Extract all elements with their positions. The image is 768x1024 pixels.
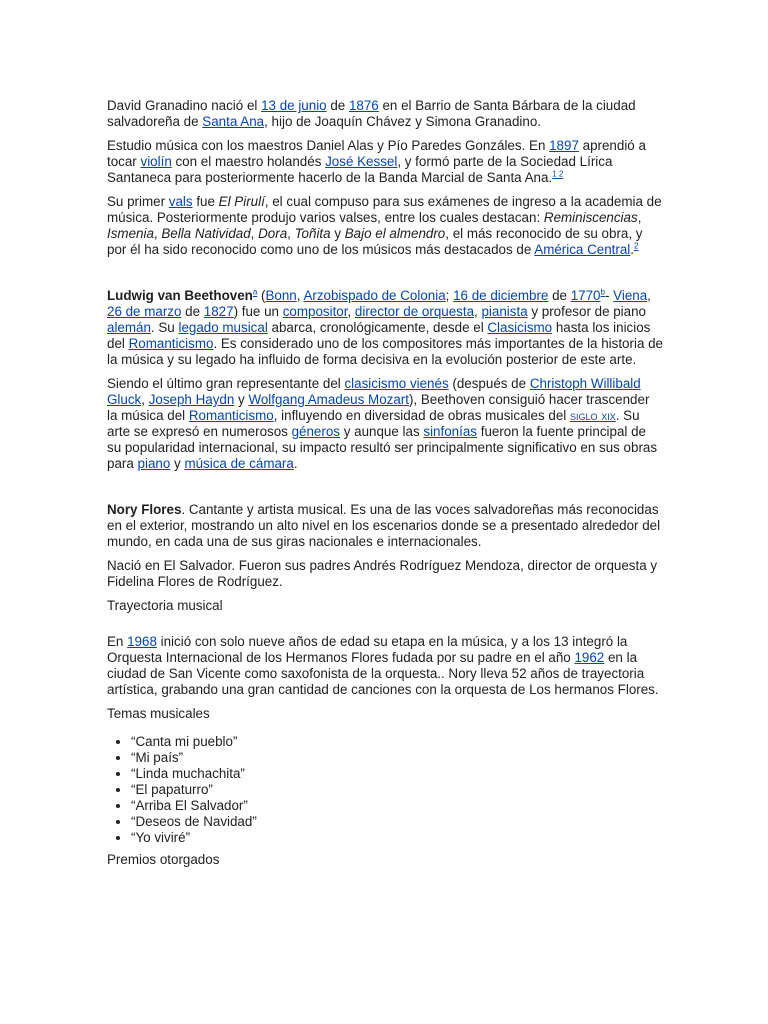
text-run: , hijo de Joaquín Chávez y Simona Granadino. xyxy=(264,114,542,129)
italic-text: Bajo el almendro xyxy=(344,226,446,241)
inline-link[interactable]: Romanticismo xyxy=(128,336,214,351)
text-run: Estudio música con los maestros Daniel Alas y Pío Paredes Gonzáles. En xyxy=(107,138,550,153)
inline-link[interactable]: música de cámara xyxy=(184,456,294,471)
text-run: y profesor de piano xyxy=(527,304,646,319)
inline-link[interactable]: 1770 xyxy=(570,288,601,303)
bold-text: Ludwig van Beethoven xyxy=(107,288,253,303)
inline-link[interactable]: violín xyxy=(140,154,172,169)
text-run: y aunque las xyxy=(340,424,424,439)
text-run: . Es considerado uno de los compositores más importantes de la historia de la música y su legado ha influido de forma decisiva en la evolución posterior de este arte. xyxy=(107,336,664,367)
text-run: con el maestro holandés xyxy=(171,154,326,169)
italic-text: Toñita xyxy=(294,226,331,241)
text-run: de xyxy=(326,98,349,113)
italic-text: Bella Natividad xyxy=(161,226,251,241)
inline-link[interactable]: Bonn xyxy=(265,288,297,303)
subheading-trayectoria: Trayectoria musical xyxy=(107,598,223,613)
text-run: , xyxy=(474,304,482,319)
paragraph xyxy=(107,376,663,472)
text-run: , xyxy=(647,288,651,303)
paragraph xyxy=(107,138,663,186)
inline-link[interactable]: géneros xyxy=(291,424,340,439)
subheading-premios: Premios otorgados xyxy=(107,852,220,867)
inline-link[interactable]: Joseph Haydn xyxy=(148,392,235,407)
list-item: • “Arriba El Salvador” xyxy=(131,798,663,814)
list-item: • “Mi país” xyxy=(131,750,663,766)
inline-link[interactable]: Santa Ana xyxy=(202,114,265,129)
inline-link[interactable]: legado musical xyxy=(178,320,268,335)
subheading-temas: Temas musicales xyxy=(107,706,210,721)
text-run: de xyxy=(181,304,204,319)
text-run: y xyxy=(170,456,185,471)
text-run: hasta los inicios del xyxy=(107,320,651,351)
text-run: , influyendo en diversidad de obras musicales del xyxy=(273,408,570,423)
paragraph xyxy=(107,98,663,130)
text-run: , el más reconocido de su obra, y por él ha sido reconocido como uno de los músicos más destacados de xyxy=(107,226,643,257)
section-beethoven xyxy=(107,288,663,472)
bold-text: Nory Flores xyxy=(107,502,182,517)
inline-link[interactable]: siglo xix xyxy=(569,408,616,423)
italic-text: Ismenia xyxy=(107,226,154,241)
text-run: Nació en El Salvador. Fueron sus padres Andrés Rodríguez Mendoza, director de orquesta y Fidelina Flores de Rodríguez. xyxy=(107,558,658,589)
text-run: (después de xyxy=(448,376,530,391)
italic-text: Reminiscencias xyxy=(543,210,638,225)
inline-link[interactable]: 1897 xyxy=(549,138,579,153)
inline-link[interactable]: clasicismo vienés xyxy=(344,376,449,391)
footnote-link[interactable]: 2 xyxy=(634,241,639,251)
paragraph xyxy=(107,288,663,368)
document-page xyxy=(107,98,663,876)
text-run: , xyxy=(250,226,259,241)
section-nory-flores xyxy=(107,502,663,868)
text-run: , xyxy=(347,304,355,319)
inline-link[interactable]: 13 de junio xyxy=(261,98,327,113)
superscript xyxy=(634,242,638,251)
footnote-link[interactable]: a xyxy=(252,287,258,297)
inline-link[interactable]: 16 de diciembre xyxy=(453,288,549,303)
text-run: ; xyxy=(445,288,454,303)
inline-link[interactable]: sinfonías xyxy=(423,424,477,439)
text-run: inició con solo nueve años de edad su etapa en la música, y a los 13 integró la Orquesta Internacional de los Hermanos Flores fudada por su padre en el año xyxy=(107,634,628,665)
text-run: ( xyxy=(257,288,266,303)
inline-link[interactable]: piano xyxy=(137,456,171,471)
inline-link[interactable]: José Kessel xyxy=(325,154,398,169)
inline-link[interactable]: Christoph Willibald Gluck xyxy=(107,376,641,407)
section-granadino xyxy=(107,98,663,258)
text-run: , xyxy=(153,226,162,241)
inline-link[interactable]: pianista xyxy=(481,304,528,319)
text-run: fueron la fuente principal de su popularidad internacional, su impacto resultó ser principalmente significativo en sus obras para xyxy=(107,424,658,471)
list-item: • “El papaturro” xyxy=(131,782,663,798)
inline-link[interactable]: 1962 xyxy=(574,650,605,665)
paragraph xyxy=(107,502,663,550)
text-run: . Su arte se expresó en numerosos xyxy=(107,408,640,439)
section-gap xyxy=(107,266,663,288)
inline-link[interactable]: 1968 xyxy=(127,634,157,649)
text-run: Su primer xyxy=(107,194,169,209)
inline-link[interactable]: Viena xyxy=(613,288,648,303)
text-run: , xyxy=(141,392,149,407)
text-run: aprendió a tocar xyxy=(107,138,646,169)
text-run: de xyxy=(548,288,571,303)
inline-link[interactable]: Arzobispado de Colonia xyxy=(303,288,446,303)
italic-text: Dora xyxy=(258,226,288,241)
italic-text: El Pirulí xyxy=(218,194,265,209)
text-run: , xyxy=(296,288,304,303)
text-run: y xyxy=(234,392,249,407)
list-item: • “Canta mi pueblo” xyxy=(131,734,663,750)
text-run: , xyxy=(637,210,642,225)
text-run: en el Barrio de Santa Bárbara de la ciudad salvadoreña de xyxy=(107,98,636,129)
inline-link[interactable]: vals xyxy=(168,194,193,209)
text-run: . Cantante y artista musical. Es una de las voces salvadoreñas más reconocidas en el exterior, mostrando un alto nivel en los escenarios donde se a presentado alrededor del mundo, en cada una de sus giras nacionales e internacionales. xyxy=(107,502,661,549)
section-gap xyxy=(107,622,663,634)
list-item: • “Yo viviré” xyxy=(131,830,663,846)
section-gap xyxy=(107,480,663,502)
inline-link[interactable]: director de orquesta xyxy=(354,304,475,319)
footnote-link[interactable]: 1 2 xyxy=(552,169,564,179)
list-item: • “Linda muchachita” xyxy=(131,766,663,782)
list-item: • “Deseos de Navidad” xyxy=(131,814,663,830)
inline-link[interactable]: Clasicismo xyxy=(487,320,553,335)
temas-list xyxy=(107,734,663,846)
text-run: - xyxy=(604,288,614,303)
text-run: , xyxy=(287,226,295,241)
text-run: Siendo el último gran representante del xyxy=(107,376,345,391)
inline-link[interactable]: Romanticismo xyxy=(188,408,274,423)
paragraph xyxy=(107,558,663,590)
text-run: . xyxy=(293,456,298,471)
inline-link[interactable]: 1876 xyxy=(348,98,379,113)
inline-link[interactable]: compositor xyxy=(282,304,348,319)
inline-link[interactable]: Wolfgang Amadeus Mozart xyxy=(248,392,409,407)
text-run: y xyxy=(330,226,345,241)
text-run: , el cual compuso para sus exámenes de ingreso a la academia de música. Posteriormente produjo varios valses, entre los cuales destacan: xyxy=(107,194,662,225)
text-run: ), Beethoven consiguió hacer trascender la música del xyxy=(107,392,650,423)
text-run: abarca, cronológicamente, desde el xyxy=(267,320,488,335)
inline-link[interactable]: América Central xyxy=(534,242,631,257)
text-run: fue xyxy=(192,194,219,209)
inline-link[interactable]: alemán xyxy=(107,320,151,335)
text-run: ) fue un xyxy=(233,304,283,319)
text-run: en la ciudad de San Vicente como saxofonista de la orquesta.. Nory lleva 52 años de trayectoria artística, grabando una gran cantidad de canciones con la orquesta de Los hermanos Flores. xyxy=(107,650,659,697)
text-run: . Su xyxy=(150,320,179,335)
inline-link[interactable]: 26 de marzo xyxy=(107,304,182,319)
footnote-link[interactable]: b xyxy=(600,287,605,297)
paragraph xyxy=(107,194,663,258)
text-run: En xyxy=(107,634,128,649)
text-run: David Granadino nació el xyxy=(107,98,262,113)
text-run: , y formó parte de la Sociedad Lírica Santaneca para posteriormente hacerlo de la Banda Marcial de Santa Ana. xyxy=(107,154,613,185)
inline-link[interactable]: 1827 xyxy=(203,304,234,319)
superscript xyxy=(552,170,563,179)
paragraph xyxy=(107,634,663,698)
text-run: . xyxy=(630,242,634,257)
